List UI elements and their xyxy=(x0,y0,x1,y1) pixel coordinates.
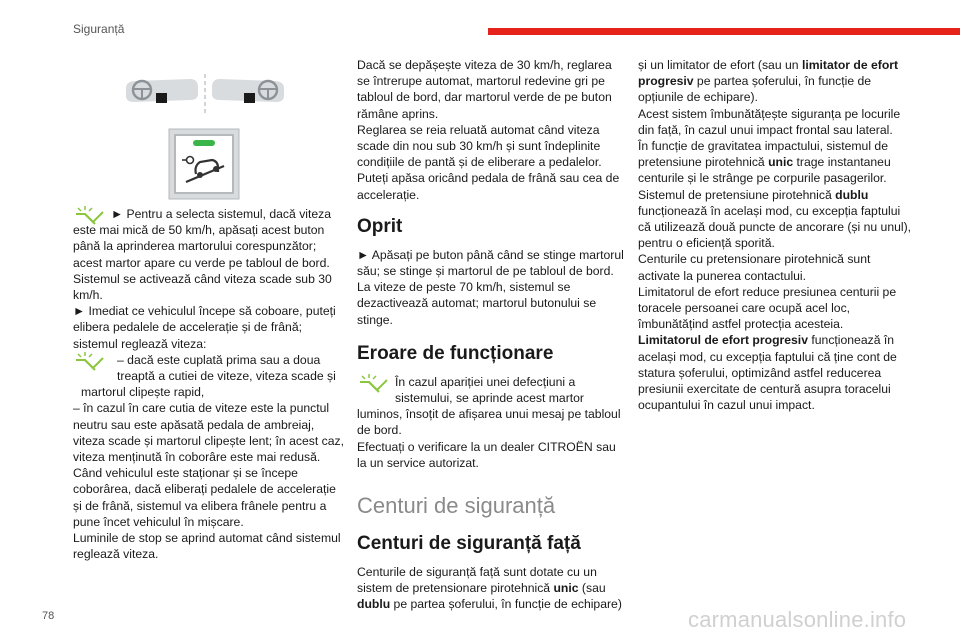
note-block xyxy=(73,206,345,271)
paragraph: Dacă se depășește viteza de 30 km/h, reglarea se întrerupe automat, martorul redevine gri pe tabloul de bord, dar martorul verde de pe buton rămâne aprins. xyxy=(357,58,612,121)
note-block xyxy=(73,352,345,401)
paragraph: Efectuați o verificare la un dealer CITROËN sau la un service autorizat. xyxy=(357,439,616,470)
text-run: (sau xyxy=(578,581,606,596)
note-block xyxy=(357,374,627,439)
text-run: și un limitator de efort (sau un xyxy=(638,58,802,72)
column-middle xyxy=(357,57,627,613)
note-icon xyxy=(357,372,391,398)
paragraph: Când vehiculul este staționar și se începe coborârea, dacă eliberați pedalele de accelerație și de frână, sistemul va elibera frânele pentru a pune încet vehiculul în mișcare. xyxy=(73,466,336,529)
paragraph: Centurile cu pretensionare pirotehnică sunt activate la punerea contactului. xyxy=(638,252,871,283)
column-left xyxy=(73,206,345,562)
heading-oprit: Oprit xyxy=(357,215,403,237)
running-header: Siguranță xyxy=(73,22,125,36)
text-run: funcționează în același mod, cu excepția faptului că utilizează două puncte de ancorare (și nu unul), pentru o eficiență sporită. xyxy=(638,203,912,251)
text-bold: limitator de efort progresiv xyxy=(638,58,899,89)
paragraph xyxy=(638,187,912,252)
text-run: Centurile de siguranță față sunt dotate cu un sistem de pretensionare pirotehnică xyxy=(357,565,597,596)
text-run: trage instantaneu centurile și le strânge pe corpurile pasagerilor. xyxy=(638,155,891,186)
paragraph: Puteți apăsa oricând pedala de frână sau cea de accelerație. xyxy=(357,171,620,202)
paragraph: sistemului, se aprinde acest martor luminos, însoțit de afișarea unui mesaj pe tabloul de bord. xyxy=(357,391,621,438)
paragraph xyxy=(638,332,912,413)
paragraph: Limitatorul de efort reduce presiunea centurii pe toracele persoanei care ocupă acel loc, îmbunătățind astfel protecția acesteia. xyxy=(638,284,897,332)
header-accent-bar xyxy=(488,28,960,35)
text-run: În funcție de gravitatea impactului, sistemul de pretensiune pirotehnică xyxy=(638,139,888,170)
paragraph: Reglarea se reia reluată automat când viteza scade din nou sub 30 km/h și sunt îndeplinite condițiile de pantă și de eliberare a pedalelor. xyxy=(357,122,602,170)
column-right xyxy=(638,57,912,413)
watermark: carmanualsonline.info xyxy=(688,607,907,632)
note-icon xyxy=(73,350,107,376)
text-run: funcționează în același mod, cu excepția faptului că ține cont de statura șoferului, optimizând astfel reducerea presiunii exercitate de centură asupra toracelui ocupantului în cazul unui impact. xyxy=(638,333,897,413)
page-number: 78 xyxy=(42,610,55,622)
text-bold: unic xyxy=(553,581,579,596)
paragraph xyxy=(357,564,627,613)
paragraph xyxy=(638,57,912,106)
paragraph: – în cazul în care cutia de viteze este la punctul neutru sau este apăsată pedala de ambreiaj, viteza scade și martorul clipește lent; în acest caz, viteza menținută în coborâre este mai redusă. xyxy=(73,401,344,465)
paragraph: ► Imediat ce vehiculul începe să coboare, puteți elibera pedalele de accelerație și de frână; sistemul reglează viteza: xyxy=(73,304,336,351)
note-icon xyxy=(73,204,107,230)
paragraph: La viteze de peste 70 km/h, sistemul se dezactivează automat; martorul butonului se stinge. xyxy=(357,280,597,327)
text-run: Sistemul de pretensiune pirotehnică xyxy=(638,187,836,202)
hill-descent-button-icon xyxy=(168,128,240,200)
steering-wheel-diagram-icon xyxy=(120,70,290,120)
text-run: pe partea șoferului, în funcție de echipare) xyxy=(390,597,622,612)
paragraph: Luminile de stop se aprind automat când sistemul reglează viteza. xyxy=(73,531,341,562)
section-title: Centuri de siguranță xyxy=(357,493,556,519)
text-bold: dublu xyxy=(835,187,869,202)
paragraph: Sistemul se activează când viteza scade sub 30 km/h. xyxy=(73,271,332,303)
paragraph: – dacă este cuplată prima sau a doua xyxy=(117,352,321,367)
text-bold: Limitatorul de efort progresiv xyxy=(638,333,808,348)
paragraph: În cazul apariției unei defecțiuni a xyxy=(395,374,576,389)
heading-centuri-fata: Centuri de siguranță față xyxy=(357,533,581,555)
text-bold: unic xyxy=(768,155,794,170)
paragraph: Acest sistem îmbunătățește siguranța pe locurile din față, în cazul unui impact frontal sau lateral. xyxy=(638,106,901,137)
paragraph: ► Pentru a selecta sistemul, dacă viteza este mai mică de 50 km/h, apăsați acest buton până la aprinderea martorului corespunzător; acest martor apare cu verde pe tabloul de bord. xyxy=(73,207,332,270)
text-run: pe partea șoferului, în funcție de opțiunile de echipare). xyxy=(638,74,872,105)
text-bold: dublu xyxy=(357,597,391,612)
heading-eroare: Eroare de funcționare xyxy=(357,342,554,364)
paragraph: ► Apăsați pe buton până când se stinge martorul său; se stinge și martorul de pe tabloul de bord. xyxy=(357,247,624,279)
paragraph: treaptă a cutiei de viteze, viteza scade și martorul clipește rapid, xyxy=(81,369,336,400)
paragraph xyxy=(638,138,912,187)
